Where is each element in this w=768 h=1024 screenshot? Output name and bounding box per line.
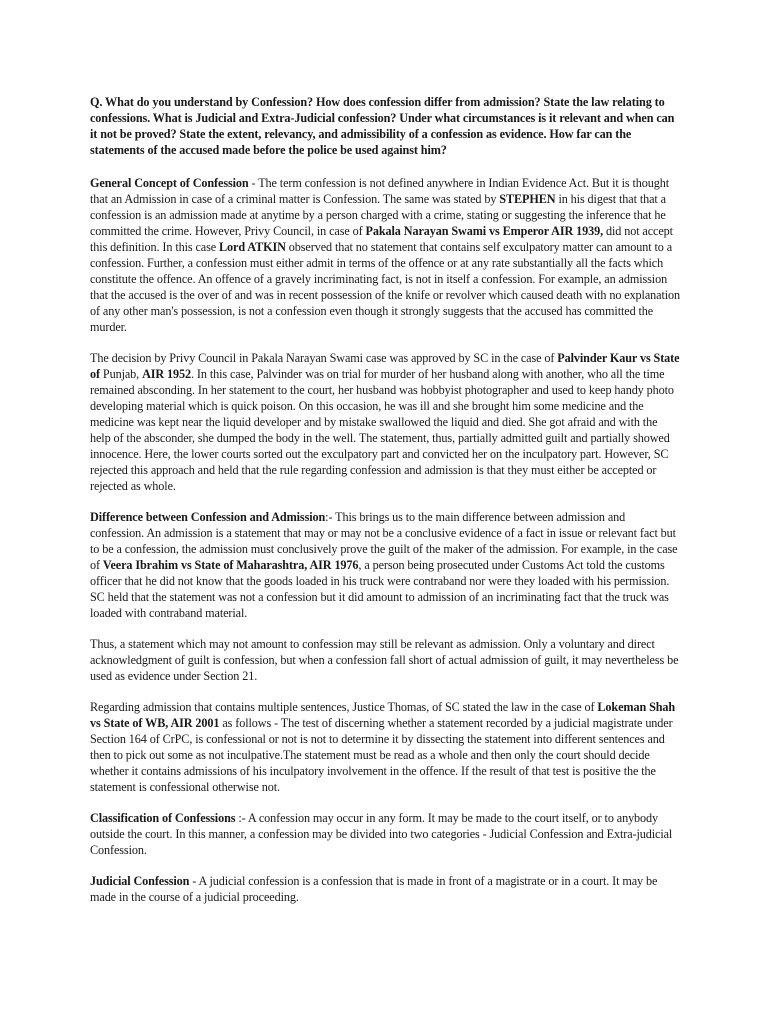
paragraph-text: , a person being prosecuted under Customs Act told the customs officer that he did not know that the goods loaded in his truck were contraband nor were they loaded with his permission. SC held that the statement was not a confession but it did amount to admission of an incriminating fact that the truck was loaded with contraband material. (90, 558, 670, 620)
section-heading-difference: Difference between Confession and Admission (90, 510, 326, 524)
judicial-confession-paragraph (90, 873, 680, 905)
case-citation: Pakala Narayan Swami vs Emperor AIR 1939, (365, 224, 604, 238)
paragraph-text: The decision by Privy Council in Pakala Narayan Swami case was approved by SC in the case of (90, 351, 558, 365)
paragraph-text: - The term confession is not defined anywhere in Indian Evidence Act. But it is thought that an Admission in case of a criminal matter is Confession. The same was stated by (90, 176, 670, 206)
case-citation: Palvinder Kaur vs State of (90, 351, 680, 381)
palvinder-case-paragraph (90, 350, 680, 494)
paragraph-text: . In this case, Palvinder was on trial for murder of her husband along with another, who all the time remained absconding. In her statement to the court, her husband was hobbyist photographer and used to keep handy photo developing material which is quick poison. On this occasion, he was ill and she brought him some medicine and the medicine was kept near the liquid developer and by mistake swallowed the liquid and died. She got afraid and with the help of the absconder, she dumped the body in the well. The statement, thus, partially admitted guilt and partially showed innocence. Here, the lower courts sorted out the exculpatory part and convicted her on the inculpatory part. However, SC rejected this approach and held that the rule regarding confession and admission is that they must either be accepted or rejected as whole. (90, 367, 674, 493)
classification-paragraph (90, 810, 680, 858)
paragraph-text: :- This brings us to the main difference between admission and confession. An admission is a statement that may or may not be a conclusive evidence of a fact in issue or relevant fact but to be a confession, the admission must conclusively prove the guilt of the maker of the admission. For example, in the case of (90, 510, 678, 572)
paragraph-text: Thus, a statement which may not amount to confession may still be relevant as admission. Only a voluntary and direct acknowledgment of guilt is confession, but when a confession fall short of actual admission of guilt, it may nevertheless be used as evidence under Section 21. (90, 637, 679, 683)
section-heading-judicial-confession: Judicial Confession (90, 874, 190, 888)
case-citation: STEPHEN (499, 192, 556, 206)
paragraph-text: in his digest that that a confession is an admission made at anytime by a person charged with a crime, stating or suggesting the inference that he committed the crime. However, Privy Council, in case of (90, 192, 666, 238)
paragraph-text: as follows - The test of discerning whether a statement recorded by a judicial magistrate under Section 164 of CrPC, is confessional or not is not to determine it by dissecting the statement into different sentences and then to pick out some as not inculpative.The statement must be read as a whole and then only the court should decide whether it contains admissions of his inculpatory involvement in the offence. If the result of that test is positive the the statement is confessional otherwise not. (90, 716, 673, 794)
case-citation: AIR 1952 (142, 367, 192, 381)
case-citation: Veera Ibrahim vs State of Maharashtra, AIR 1976 (102, 558, 359, 572)
general-concept-paragraph (90, 175, 680, 335)
paragraph-text: did not accept this definition. In this case (90, 224, 673, 254)
paragraph-text: - A judicial confession is a confession that is made in front of a magistrate or in a court. It may be made in the course of a judicial proceeding. (90, 874, 658, 904)
paragraph-text: Regarding admission that contains multiple sentences, Justice Thomas, of SC stated the law in the case of (90, 700, 598, 714)
section-heading-classification: Classification of Confessions (90, 811, 236, 825)
paragraph-text: :- A confession may occur in any form. It may be made to the court itself, or to anybody outside the court. In this manner, a confession may be divided into two categories - Judicial Confession and Extra-judicial Confession. (90, 811, 673, 857)
case-citation: Lokeman Shah vs State of WB, AIR 2001 (90, 700, 676, 730)
document-body (90, 94, 680, 920)
paragraph-text: Punjab, (99, 367, 143, 381)
section-heading-general-concept: General Concept of Confession (90, 176, 249, 190)
relevance-paragraph (90, 636, 680, 684)
difference-paragraph (90, 509, 680, 621)
case-citation: Lord ATKIN (219, 240, 286, 254)
paragraph-text: observed that no statement that contains self exculpatory matter can amount to a confession. Further, a confession must either admit in terms of the offence or at any rate substantially all the facts which constitute the offence. An offence of a gravely incriminating fact, is not in itself a confession. For example, an admission that the accused is the over of and was in recent possession of the knife or revolver which caused death with no explanation of any other man's possession, is not a confession even though it strongly suggests that the accused has committed the murder. (90, 240, 681, 334)
lokeman-case-paragraph (90, 699, 680, 795)
question-heading: Q. What do you understand by Confession? How does confession differ from admission? State the law relating to confessions. What is Judicial and Extra-Judicial confession? Under what circumstances is it relevant and when can it not be proved? State the extent, relevancy, and admissibility of a confession as evidence. How far can the statements of the accused made before the police be used against him? (90, 95, 675, 157)
